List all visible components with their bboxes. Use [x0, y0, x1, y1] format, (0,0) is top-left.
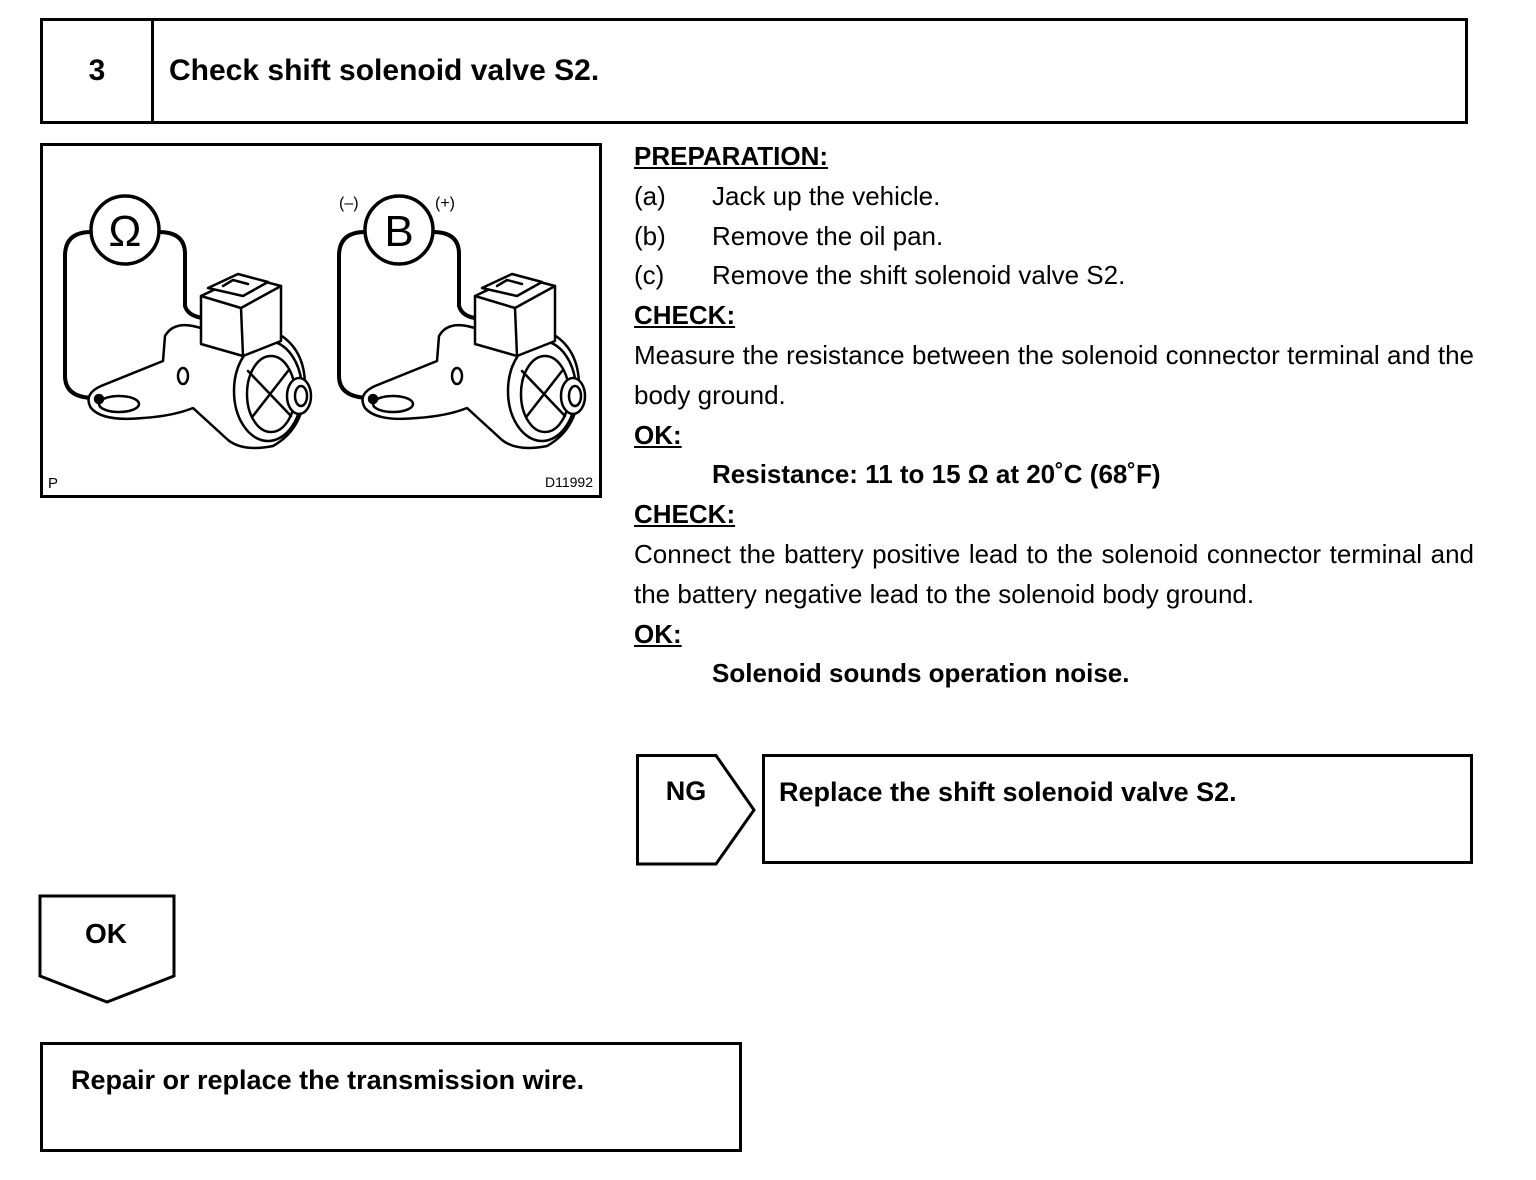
figure-code: D11992 [544, 474, 593, 490]
figure-corner-label: P [48, 475, 59, 492]
step-number: 3 [43, 21, 154, 121]
ok-heading: OK: [634, 419, 682, 450]
operation-noise-spec: Solenoid sounds operation noise. [712, 658, 1130, 689]
solenoid-valve-right [363, 274, 585, 448]
step-label: (b) [634, 220, 666, 251]
battery-lead-negative [339, 232, 371, 398]
ohm-symbol-text: Ω [108, 207, 142, 256]
instructions [634, 137, 1474, 694]
ng-tag-shape [636, 754, 758, 866]
preparation-step [634, 177, 1474, 217]
ok-action-box [40, 1042, 742, 1152]
ng-action-text: Replace the shift solenoid valve S2. [779, 777, 1237, 807]
check-heading: CHECK: [634, 499, 736, 530]
step-header [40, 18, 1468, 124]
ok-heading: OK: [634, 618, 682, 649]
step-label: (a) [634, 180, 666, 211]
check-resistance-text: Measure the resistance between the solenoid connector terminal and the body ground. [634, 339, 1474, 410]
plus-terminal-label: (+) [435, 195, 455, 212]
battery-lead-positive [433, 232, 475, 318]
ng-label: NG [665, 776, 707, 806]
resistance-spec: Resistance: 11 to 15 Ω at 20˚C (68˚F) [712, 459, 1161, 490]
ohmmeter-lead-right [159, 232, 203, 318]
step-text: Jack up the vehicle. [712, 180, 941, 211]
step-text: Remove the oil pan. [712, 220, 944, 251]
solenoid-diagram [43, 146, 599, 495]
solenoid-test-figure [40, 143, 602, 498]
step-title: Check shift solenoid valve S2. [169, 54, 600, 87]
preparation-step [634, 217, 1474, 257]
preparation-step [634, 256, 1474, 296]
minus-terminal-label: (–) [339, 195, 359, 212]
preparation-heading: PREPARATION: [634, 141, 829, 171]
battery-symbol-text: B [384, 207, 414, 256]
check-heading: CHECK: [634, 300, 736, 331]
step-text: Remove the shift solenoid valve S2. [712, 260, 1126, 291]
ok-label: OK [85, 918, 127, 949]
ohmmeter-lead-left [65, 232, 95, 398]
solenoid-valve-left [89, 274, 311, 448]
ng-action-box [762, 754, 1473, 864]
ok-tag-shape [38, 894, 178, 1006]
check-battery-text: Connect the battery positive lead to the solenoid connector terminal and the battery negative lead to the solenoid body ground. [634, 538, 1474, 609]
ok-action-text: Repair or replace the transmission wire. [71, 1065, 585, 1095]
step-label: (c) [634, 260, 665, 291]
